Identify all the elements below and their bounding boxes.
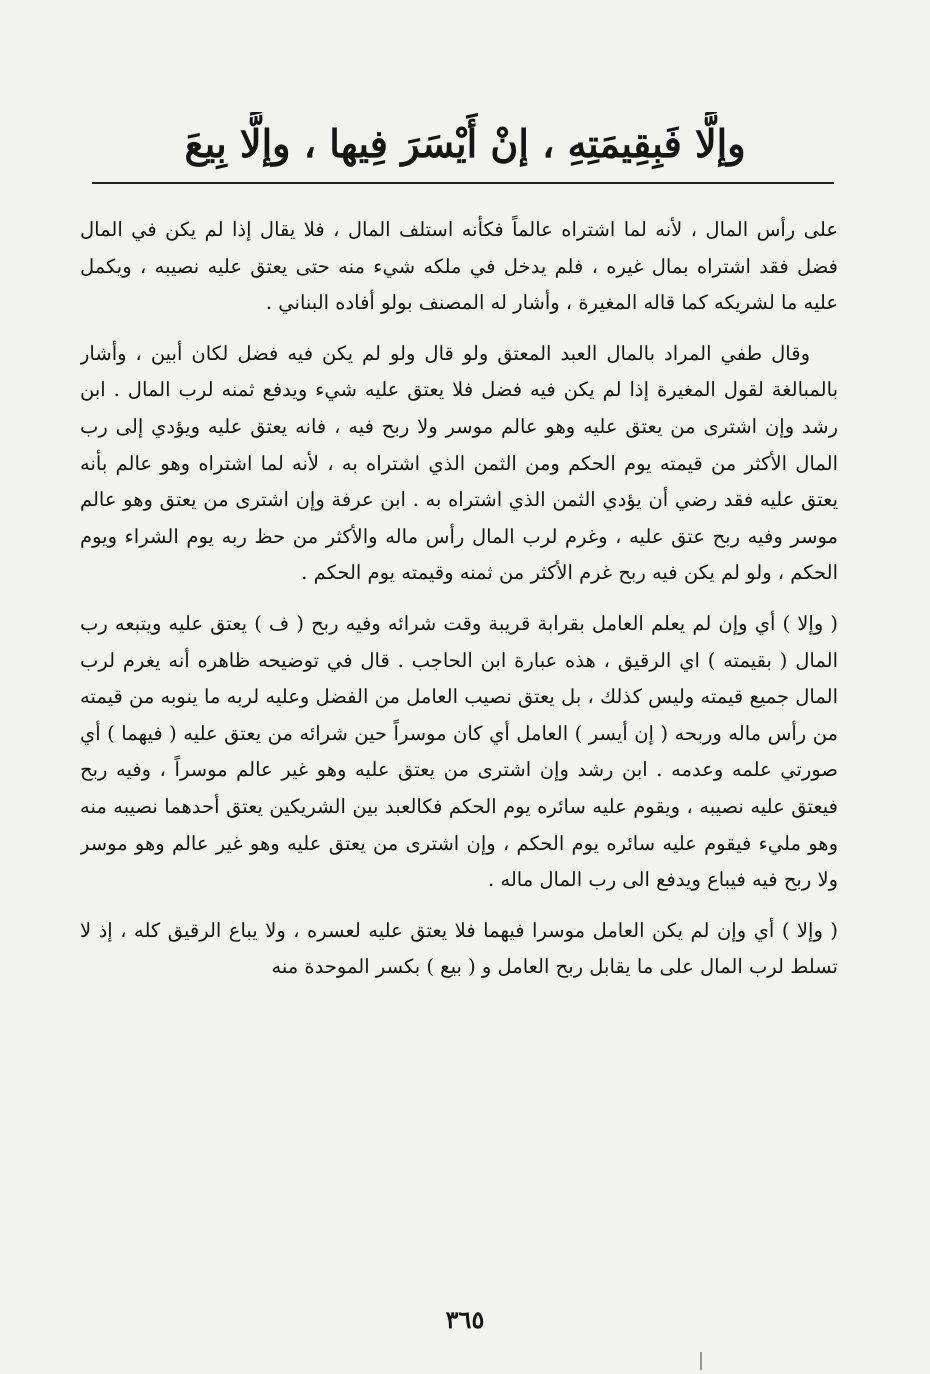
paragraph-3: ( وإلا ) أي وإن لم يعلم العامل بقرابة قريبة وقت شرائه وفيه ربح ( ف ) يعتق عليه ويتبعه رب المال ( بقيمته ) اي الرقيق ، هذه عبارة ابن الحاجب . قال في توضيحه ظاهره أنه يغرم لرب المال جميع قيمته وليس كذلك ، بل يعتق نصيب العامل من الفضل وعليه لربه ما ينوبه من قيمته من رأس ماله وربحه ( إن أيسر ) العامل أي كان موسراً حين شرائه من يعتق عليه ( فيهما ) أي صورتي علمه وعدمه . ابن رشد وإن اشترى من يعتق عليه وهو غير عالم موسراً ، وفيه ربح فيعتق عليه نصيبه ، ويقوم عليه سائره يوم الحكم فكالعبد بين الشريكين يعتق أحدهما نصيبه منه وهو مليء فيقوم عليه سائره يوم الحكم ، وإن اشترى من يعتق عليه وهو غير عالم وهو موسر ولا ربح فيه فيباع ويدفع الى رب المال ماله . <box>80 611 838 892</box>
verse-header: وإلَّا فَبِقِيمَتِهِ ، إنْ أَيْسَرَ فِيها ، وإلَّا بِيعَ <box>184 121 746 166</box>
paragraph-4: ( وإلا ) أي وإن لم يكن العامل موسرا فيهما فلا يعتق عليه لعسره ، ولا يباع الرقيق كله ، إذ لا تسلط لرب المال على ما يقابل ربح العامل و ( بيع ) بكسر الموحدة منه <box>80 918 838 979</box>
paragraph-1: على رأس المال ، لأنه لما اشتراه عالماً فكأنه استلف المال ، فلا يقال إذا لم يكن في المال فضل فقد اشتراه بمال غيره ، فلم يدخل في ملكه شيء منه حتى يعتق عليه نصيبه ، ويكمل عليه ما لشريكه كما قاله المغيرة ، وأشار له المصنف بولو أفاده البناني . <box>80 218 838 315</box>
paragraph-2: وقال طفي المراد بالمال العبد المعتق ولو قال ولو لم يكن فيه فضل لكان أبين ، وأشار بالمبالغة لقول المغيرة إذا لم يكن فيه فضل فلا يعتق عليه شيء ويدفع ثمنه لرب المال . ابن رشد وإن اشترى من يعتق عليه وهو عالم موسر ولا ربح فيه ، فانه يعتق عليه ويؤدي إلى رب المال الأكثر من قيمته يوم الحكم ومن الثمن الذي اشتراه به ، لأنه لما اشتراه وهو عالم بأنه يعتق عليه فقد رضي أن يؤدي الثمن الذي اشتراه به . ابن عرفة وإن اشترى من يعتق وهو عالم موسر وفيه ربح عتق عليه ، وغرم لرب المال رأس ماله والأكثر من حظ ربه يوم الشراء ويوم الحكم ، ولو لم يكن فيه ربح غرم الأكثر من ثمنه وقيمته يوم الحكم . <box>80 341 838 585</box>
commentary-body <box>80 212 838 1282</box>
header-divider <box>92 182 834 184</box>
page-number: ٣٦٥ <box>445 1305 485 1334</box>
scan-artifact-mark <box>700 1352 702 1370</box>
